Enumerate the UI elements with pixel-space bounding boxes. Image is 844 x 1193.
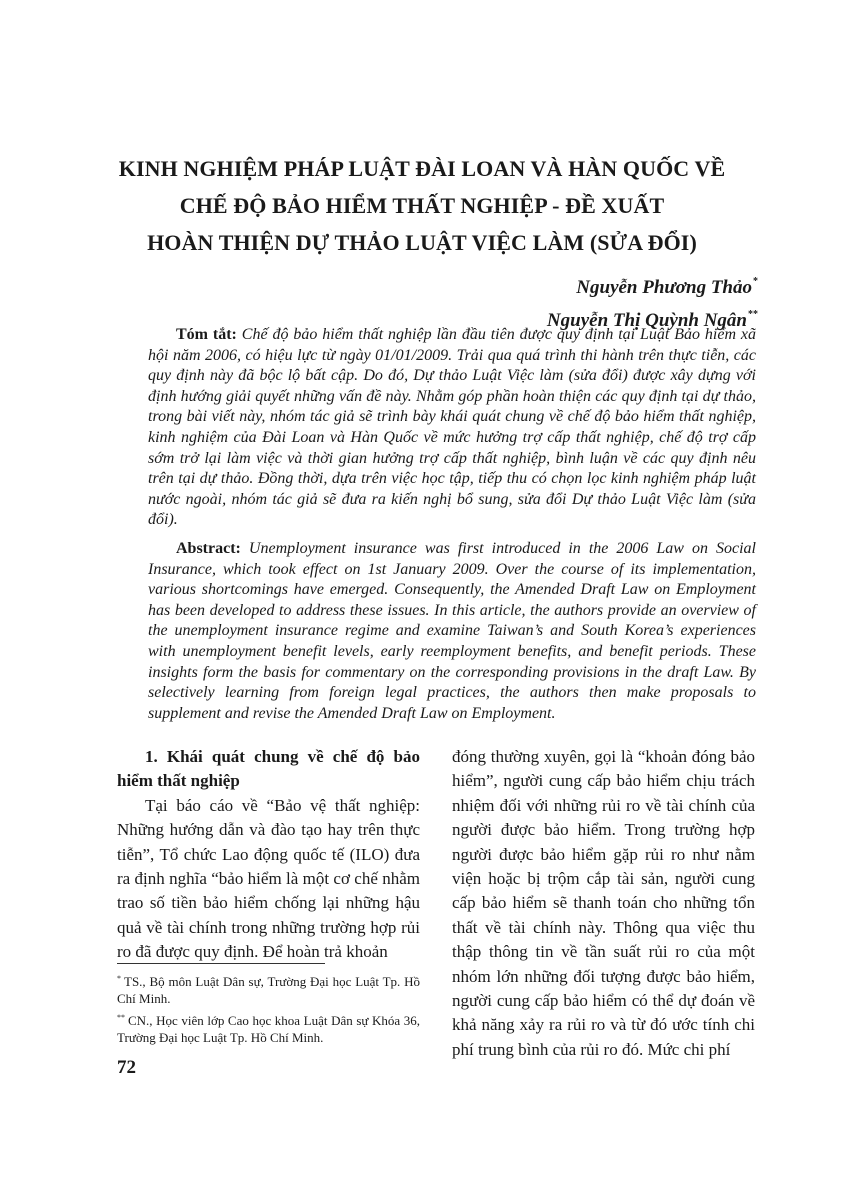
abstract-text: Chế độ bảo hiểm thất nghiệp lần đầu tiên được quy định tại Luật Bảo hiểm xã hội năm 2006, có hiệu lực từ ngày 01/01/2009. Trải qua quá trình thi hành trên thực tiễn, các quy định này đã bộc lộ bất cập. Do đó, Dự thảo Luật Việc làm (sửa đổi) được xây dựng với định hướng giải quyết những vấn đề này. Nhằm góp phần hoàn thiện các quy định tại dự thảo, trong bài viết này, nhóm tác giả sẽ trình bày khái quát chung về chế độ bảo hiểm thất nghiệp, kinh nghiệm của Đài Loan và Hàn Quốc về mức hưởng trợ cấp thất nghiệp, chế độ trợ cấp sớm trở lại làm việc và thời gian hưởng trợ cấp thất nghiệp, bình luận về các quy định nêu trên tại dự thảo. Đồng thời, dựa trên việc học tập, tiếp thu có chọn lọc kinh nghiệm pháp luật nước ngoài, nhóm tác giả sẽ đưa ra kiến nghị bổ sung, sửa đổi Dự thảo Luật Việc làm (sửa đổi). — [148, 326, 757, 529]
abstract-text: Unemployment insurance was first introduced in the 2006 Law on Social Insurance, which took effect on 1st January 2009. Over the course of its implementation, various shortcomings have emerged. Consequently, the Amended Draft Law on Employment has been developed to address these issues. In this article, the authors provide an overview of the unemployment insurance regime and examine Taiwan’s and South Korea’s experiences with unemployment benefit levels, early reemployment benefits, and benefit periods. These insights form the basis for commentary on the corresponding provisions in the draft Law. By selectively learning from foreign legal practices, the authors then make proposals to supplement and revise the Amended Draft Law on Employment. — [148, 540, 757, 722]
body-paragraph: đóng thường xuyên, gọi là “khoản đóng bảo hiểm”, người cung cấp bảo hiểm chịu trách nhiệm đối với những rủi ro về tài chính của người được bảo hiểm. Trong trường hợp người được bảo hiểm gặp rủi ro như nằm viện hoặc bị trộm cắp tài sản, người cung cấp bảo hiểm sẽ thanh toán cho những tổn thất về tài chính này. Thông qua việc thu thập thông tin về tần suất rủi ro của một nhóm lớn những đối tượng được bảo hiểm, người cung cấp bảo hiểm có thể dự đoán về khả năng xảy ra rủi ro và từ đó ước tính chi phí trung bình của rủi ro đó. Mức chi phí — [452, 747, 755, 1059]
footnote — [117, 970, 420, 1007]
abstract-vietnamese — [148, 325, 756, 531]
footnote-mark: * — [753, 276, 758, 287]
author-name: Nguyễn Thị Quỳnh Ngân — [546, 310, 747, 331]
author-name: Nguyễn Phương Thảo — [576, 277, 752, 298]
left-column — [117, 745, 420, 965]
body-paragraph: Tại báo cáo về “Bảo vệ thất nghiệp: Những hướng dẫn và đào tạo hay trên thực tiễn”, Tổ chức Lao động quốc tế (ILO) đưa ra định nghĩa “bảo hiểm là một cơ chế nhằm trao số tiền bảo hiểm chống lại những hậu quả về tài chính trong những trường hợp rủi ro đã được quy định. Để hoàn trả khoản — [117, 795, 420, 962]
footnote-mark: ** — [748, 309, 758, 320]
section-heading: 1. Khái quát chung về chế độ bảo hiểm thất nghiệp — [117, 747, 420, 791]
footnote — [117, 1009, 420, 1046]
title-line: KINH NGHIỆM PHÁP LUẬT ĐÀI LOAN VÀ HÀN QUỐC VỀ — [118, 156, 726, 181]
title-line: CHẾ ĐỘ BẢO HIỂM THẤT NGHIỆP - ĐỀ XUẤT — [179, 193, 665, 218]
right-column — [452, 745, 755, 1062]
abstract-english — [148, 539, 756, 724]
article-title — [100, 150, 744, 261]
footnote-text: CN., Học viên lớp Cao học khoa Luật Dân sự Khóa 36, Trường Đại học Luật Tp. Hồ Chí Minh. — [117, 1013, 420, 1045]
title-line: HOÀN THIỆN DỰ THẢO LUẬT VIỆC LÀM (SỬA ĐỔI) — [147, 230, 697, 255]
footnotes — [117, 970, 420, 1048]
abstract-label: Tóm tắt: — [176, 326, 237, 343]
footnote-mark: ** — [117, 1013, 125, 1022]
footnote-text: TS., Bộ môn Luật Dân sự, Trường Đại học Luật Tp. Hồ Chí Minh. — [117, 974, 420, 1006]
author-1 — [547, 268, 758, 301]
page-number: 72 — [117, 1057, 136, 1078]
abstract-label: Abstract: — [176, 540, 241, 557]
footnote-separator — [117, 963, 325, 964]
footnote-mark: * — [117, 974, 121, 983]
